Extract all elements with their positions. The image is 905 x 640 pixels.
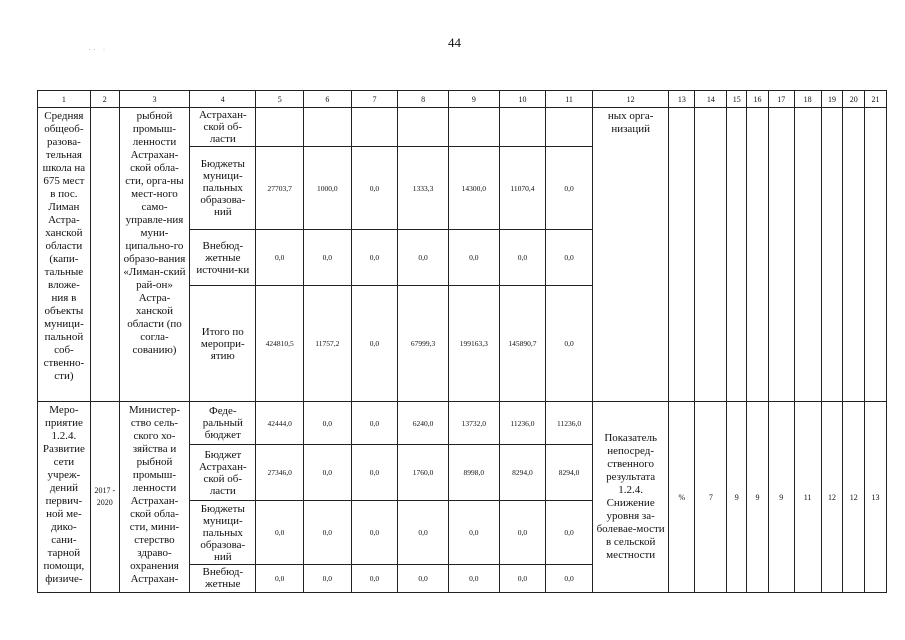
header-row xyxy=(38,91,887,108)
target-cell: 7 xyxy=(695,402,727,593)
value-cell: 0,0 xyxy=(546,286,593,402)
target-cell xyxy=(695,108,727,402)
value-cell: 0,0 xyxy=(256,230,304,286)
value-cell xyxy=(351,108,398,147)
target-cell: 12 xyxy=(821,402,843,593)
value-cell: 0,0 xyxy=(351,565,398,593)
indicator-cell: ных орга-низаций xyxy=(592,108,669,402)
value-cell: 0,0 xyxy=(256,565,304,593)
target-cell xyxy=(843,108,865,402)
period-cell xyxy=(90,108,119,402)
header-cell: 5 xyxy=(256,91,304,108)
table-row xyxy=(38,402,887,445)
value-cell: 67999,3 xyxy=(398,286,449,402)
value-cell: 8998,0 xyxy=(448,445,499,501)
funding-source: Бюджеты муници-пальных образова-ний xyxy=(190,501,256,565)
value-cell: 0,0 xyxy=(546,147,593,230)
value-cell: 27703,7 xyxy=(256,147,304,230)
header-cell: 13 xyxy=(669,91,695,108)
unit-cell xyxy=(669,108,695,402)
value-cell: 13732,0 xyxy=(448,402,499,445)
indicator-cell: Показатель непосред-ственного результата 1.2.4. Снижение уровня за-болевае-мости в сельской местности xyxy=(592,402,669,593)
value-cell: 11236,0 xyxy=(546,402,593,445)
value-cell: 0,0 xyxy=(351,286,398,402)
header-cell: 1 xyxy=(38,91,91,108)
scan-specks: ·· · xyxy=(88,44,108,54)
target-cell: 12 xyxy=(843,402,865,593)
value-cell: 0,0 xyxy=(256,501,304,565)
value-cell: 199163,3 xyxy=(448,286,499,402)
funding-source: Внебюд-жетные xyxy=(190,565,256,593)
value-cell: 11070,4 xyxy=(499,147,546,230)
unit-cell: % xyxy=(669,402,695,593)
target-cell: 11 xyxy=(794,402,821,593)
value-cell: 0,0 xyxy=(499,565,546,593)
header-cell: 10 xyxy=(499,91,546,108)
funding-source: Астрахан-ской об-ласти xyxy=(190,108,256,147)
value-cell xyxy=(499,108,546,147)
value-cell xyxy=(448,108,499,147)
value-cell: 0,0 xyxy=(448,565,499,593)
value-cell: 0,0 xyxy=(448,230,499,286)
value-cell xyxy=(256,108,304,147)
value-cell: 1000,0 xyxy=(304,147,352,230)
target-cell xyxy=(821,108,843,402)
value-cell: 8294,0 xyxy=(546,445,593,501)
header-cell: 12 xyxy=(592,91,669,108)
executor-cell: Министер-ство сель-ского хо-зяйства и рыбной промыш-ленности Астрахан-ской обла-сти, мини-стерство здраво-охранения Астрахан- xyxy=(119,402,189,593)
value-cell: 145890,7 xyxy=(499,286,546,402)
value-cell: 6240,0 xyxy=(398,402,449,445)
target-cell xyxy=(768,108,794,402)
value-cell: 0,0 xyxy=(499,501,546,565)
header-cell: 15 xyxy=(727,91,747,108)
header-cell: 3 xyxy=(119,91,189,108)
value-cell: 1333,3 xyxy=(398,147,449,230)
value-cell: 0,0 xyxy=(304,565,352,593)
header-cell: 7 xyxy=(351,91,398,108)
activity-name: Средняя общеоб-разова-тельная школа на 675 мест в пос. Лиман Астра-ханской области (капи-тальные вложе-ния в объекты муници-пальной соб-ственно-сти) xyxy=(38,108,91,402)
target-cell: 9 xyxy=(768,402,794,593)
funding-source: Итого по меропри-ятию xyxy=(190,286,256,402)
value-cell: 0,0 xyxy=(546,501,593,565)
value-cell: 0,0 xyxy=(304,230,352,286)
activity-name: Меро-приятие 1.2.4. Развитие сети учреж-дений первич-ной ме-дико-сани-тарной помощи, физиче- xyxy=(38,402,91,593)
value-cell: 0,0 xyxy=(398,230,449,286)
value-cell: 1760,0 xyxy=(398,445,449,501)
value-cell: 42444,0 xyxy=(256,402,304,445)
value-cell: 0,0 xyxy=(351,501,398,565)
header-cell: 18 xyxy=(794,91,821,108)
page-number: 44 xyxy=(448,35,461,50)
value-cell: 0,0 xyxy=(304,501,352,565)
executor-cell: рыбной промыш-ленности Астрахан-ской обла-сти, орга-ны мест-ного само-управле-ния муни-ципально-го образо-вания «Лиман-ский рай-он» Астра-ханской области (по согла-сованию) xyxy=(119,108,189,402)
header-cell: 2 xyxy=(90,91,119,108)
header-cell: 14 xyxy=(695,91,727,108)
value-cell: 0,0 xyxy=(351,230,398,286)
value-cell: 0,0 xyxy=(448,501,499,565)
header-cell: 11 xyxy=(546,91,593,108)
funding-source: Внебюд-жетные источни-ки xyxy=(190,230,256,286)
header-cell: 9 xyxy=(448,91,499,108)
value-cell: 0,0 xyxy=(398,501,449,565)
value-cell: 0,0 xyxy=(351,402,398,445)
target-cell xyxy=(794,108,821,402)
value-cell: 27346,0 xyxy=(256,445,304,501)
value-cell: 0,0 xyxy=(351,147,398,230)
value-cell: 0,0 xyxy=(351,445,398,501)
value-cell: 11236,0 xyxy=(499,402,546,445)
period-cell: 2017 - 2020 xyxy=(90,402,119,593)
value-cell: 0,0 xyxy=(304,445,352,501)
funding-source: Бюджеты муници-пальных образова-ний xyxy=(190,147,256,230)
target-cell xyxy=(865,108,887,402)
header-cell: 21 xyxy=(865,91,887,108)
value-cell xyxy=(304,108,352,147)
funding-table xyxy=(37,90,887,593)
target-cell: 9 xyxy=(727,402,747,593)
header-cell: 20 xyxy=(843,91,865,108)
table-row xyxy=(38,108,887,147)
header-cell: 4 xyxy=(190,91,256,108)
value-cell xyxy=(546,108,593,147)
value-cell: 0,0 xyxy=(546,565,593,593)
value-cell: 11757,2 xyxy=(304,286,352,402)
target-cell xyxy=(747,108,769,402)
value-cell: 14300,0 xyxy=(448,147,499,230)
target-cell xyxy=(727,108,747,402)
value-cell: 0,0 xyxy=(499,230,546,286)
header-cell: 19 xyxy=(821,91,843,108)
header-cell: 8 xyxy=(398,91,449,108)
funding-source: Бюджет Астрахан-ской об-ласти xyxy=(190,445,256,501)
value-cell: 0,0 xyxy=(398,565,449,593)
target-cell: 9 xyxy=(747,402,769,593)
value-cell: 8294,0 xyxy=(499,445,546,501)
value-cell: 424810,5 xyxy=(256,286,304,402)
header-cell: 16 xyxy=(747,91,769,108)
funding-source: Феде-ральный бюджет xyxy=(190,402,256,445)
value-cell: 0,0 xyxy=(304,402,352,445)
header-cell: 17 xyxy=(768,91,794,108)
value-cell xyxy=(398,108,449,147)
value-cell: 0,0 xyxy=(546,230,593,286)
header-cell: 6 xyxy=(304,91,352,108)
target-cell: 13 xyxy=(865,402,887,593)
